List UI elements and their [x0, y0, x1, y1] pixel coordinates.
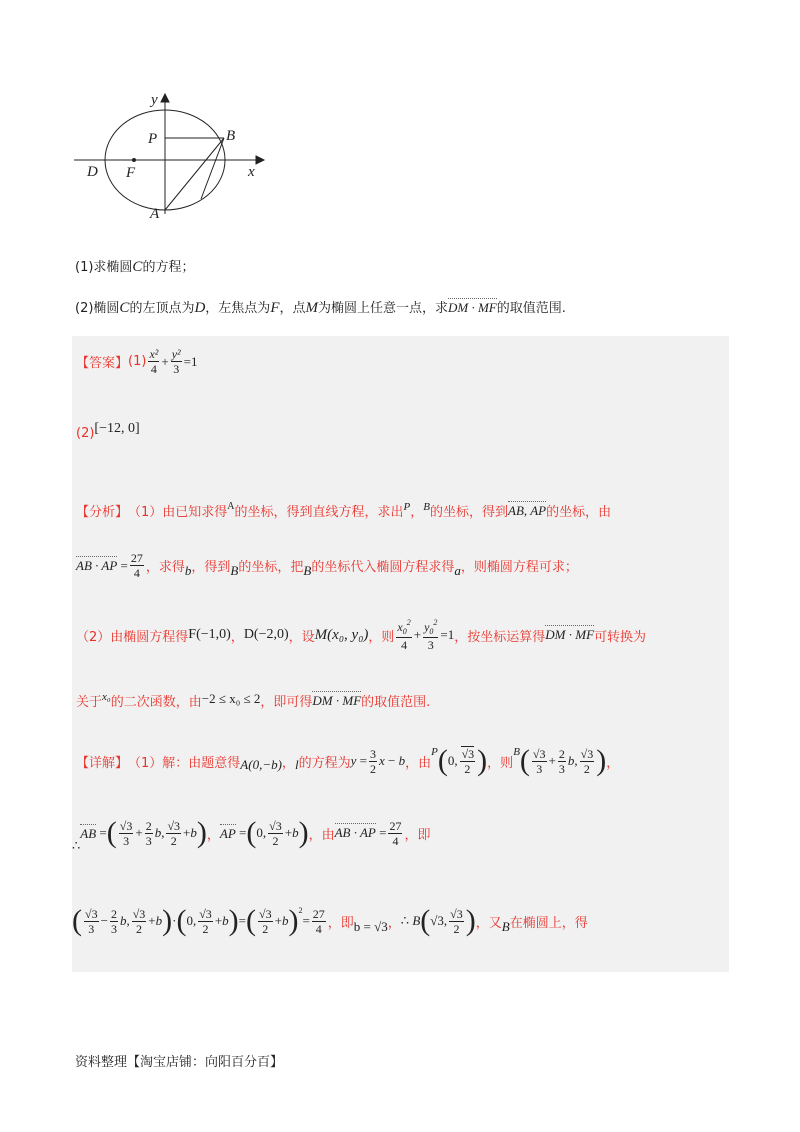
answer-line-2: [76, 416, 140, 441]
analysis-l3-t6: ，则: [368, 629, 395, 645]
detail-l1-t10: ，: [606, 755, 620, 771]
y-axis-arrow: [161, 94, 169, 102]
q2-text1: 的左顶点为: [129, 301, 195, 316]
analysis-l1-t0: （1）由已知求得: [128, 505, 228, 520]
detail-l3-t3: ，: [387, 915, 401, 931]
analysis-l2-t7: 的坐标代入椭圆方程求得: [311, 560, 455, 575]
analysis-l1-t4: ，: [410, 505, 424, 520]
q2-text5: 的取值范围.: [496, 301, 566, 316]
analysis-l3-ellipse-eq: $\frac{x_0^2}{4}$ + $\frac{y_0^2}{3}$ =1: [397, 618, 455, 652]
analysis-l1-B: B: [423, 501, 431, 513]
analysis-l1-t6: 的坐标，得到: [430, 505, 509, 520]
analysis-l3-t2: ，: [230, 629, 244, 645]
analysis-l2-dot-eq: AB · AP = $\frac{27}{4}$: [76, 551, 143, 580]
analysis-line-4: [76, 691, 430, 710]
q2-var-c: C: [119, 300, 130, 316]
analysis-l1-A: A: [227, 501, 235, 512]
focus-point: [132, 158, 136, 162]
detail-l3-equation: ( $\frac{√3}{3}$ − $\frac{2}{3}$ b , $\frac{√3}{2}$ + b ) · ( 0, $\frac{√3}{2}$ + b ) = ( $\frac{√3}{2}$ + b ) 2 = $\frac{27}{4}$: [72, 904, 325, 937]
analysis-l4-vecs: DM · MF: [312, 692, 362, 708]
detail-l3-B: ∴ B ( √3, $\frac{√3}{2}$ ): [400, 904, 476, 937]
analysis-tag: 【分析】: [76, 505, 129, 520]
label-y: y: [151, 92, 158, 108]
analysis-l3-M: M(x₀, y₀): [314, 626, 369, 643]
answer-part1-label: (1): [128, 354, 147, 369]
analysis-l1-t2: 的坐标，得到直线方程，求出: [234, 505, 404, 520]
analysis-l2-t1: ，求得: [145, 560, 185, 575]
ellipse-figure: [70, 88, 270, 218]
q1-var: C: [132, 259, 143, 275]
analysis-l3-D: D(−2,0): [243, 627, 289, 642]
label-F: F: [126, 165, 136, 181]
analysis-l3-vecs: DM · MF: [545, 627, 595, 642]
analysis-l4-t0: 关于: [76, 695, 103, 710]
analysis-l4-t4: ，即可得: [260, 695, 313, 710]
detail-l1-l: l: [294, 757, 299, 772]
detail-line-2: [72, 812, 430, 854]
detail-tag: 【详解】: [76, 755, 129, 771]
analysis-l2-t3: ，得到: [191, 560, 231, 575]
q1-prefix: (1)求椭圆: [75, 260, 133, 275]
analysis-l2-t9: ，则椭圆方程可求；: [460, 560, 578, 575]
q2-var-f: F: [270, 300, 280, 316]
analysis-l2-b: b: [184, 562, 192, 578]
detail-l1-B: B ( $\frac{√3}{3}$ + $\frac{2}{3}$ b , $\frac{√3}{2}$ ): [513, 744, 607, 777]
segment-AB: [165, 138, 224, 210]
analysis-l4-t6: 的取值范围.: [361, 695, 431, 710]
detail-l3-t7: 在椭圆上，得: [509, 915, 588, 931]
detail-l1-t2: ，: [281, 755, 295, 771]
analysis-l3-t10: 可转换为: [594, 629, 647, 645]
segment-FB: [201, 138, 224, 199]
detail-l3-b-value: b = √3: [353, 919, 388, 934]
detail-l1-t4: 的方程为: [298, 755, 351, 771]
question-1: [75, 256, 194, 276]
answer-line-1: [76, 348, 198, 375]
analysis-l1-t8: 的坐标，由: [546, 505, 612, 520]
analysis-l2-B2: B: [303, 562, 312, 578]
label-x: x: [248, 164, 255, 180]
detail-line-3: [72, 906, 588, 936]
detail-l2-dot-eq: AB · AP = $\frac{27}{4}$: [334, 818, 402, 848]
analysis-l3-t0: （2）由椭圆方程得: [76, 629, 189, 645]
q2-var-m: M: [305, 300, 318, 316]
detail-l2-therefore: ∴: [72, 838, 81, 853]
analysis-l1-vecs: AB, AP: [508, 502, 547, 518]
analysis-l2-t5: 的坐标，把: [238, 560, 304, 575]
detail-l1-t8: ，则: [487, 755, 514, 771]
label-B: B: [226, 128, 236, 144]
analysis-l4-t2: 的二次函数，由: [110, 695, 202, 710]
x-axis-arrow: [256, 156, 264, 164]
detail-line-1: [76, 746, 619, 776]
analysis-l3-t4: ，设: [288, 629, 315, 645]
detail-l1-t0: （1）解：由题意得: [128, 755, 241, 771]
q2-vector-product: DM · MF: [448, 300, 497, 315]
q2-prefix: (2)椭圆: [75, 301, 120, 316]
detail-l1-t6: ，由: [405, 755, 432, 771]
q1-suffix: 的方程；: [142, 260, 195, 275]
analysis-l4-range: −2 ≤ x₀ ≤ 2: [201, 691, 261, 706]
q2-text3: ，点: [279, 301, 306, 316]
detail-l3-t5: ，又: [475, 915, 502, 931]
analysis-l2-B1: B: [230, 562, 239, 578]
answer-part2-label: (2): [76, 426, 95, 441]
detail-l1-A: A(0,−b): [240, 757, 282, 772]
detail-l2-t4: ，由: [308, 827, 335, 843]
q2-var-d: D: [194, 300, 206, 316]
analysis-line-2: [76, 552, 578, 579]
analysis-l1-P: P: [403, 501, 411, 513]
detail-l2-t6: ，即: [404, 827, 431, 843]
question-2: [75, 297, 566, 317]
analysis-l4-x0: x₀: [102, 691, 111, 703]
analysis-line-1: [76, 501, 611, 520]
footer-note: 资料整理【淘宝店铺：向阳百分百】: [75, 1055, 284, 1070]
analysis-l2-a: a: [454, 562, 461, 578]
analysis-l3-t8: ，按坐标运算得: [454, 629, 546, 645]
analysis-line-3: [76, 619, 646, 651]
answer-panel: [72, 336, 729, 972]
q2-text4: 为椭圆上任意一点，求: [318, 301, 449, 316]
detail-l1-line-eq: y = $\frac{3}{2}$ x − b: [350, 746, 406, 776]
detail-l2-AP: AP = ( 0, $\frac{√3}{2}$ + b ): [219, 816, 309, 849]
detail-l3-B2: B: [501, 919, 510, 934]
detail-l2-AB: AB = ( $\frac{√3}{3}$ + $\frac{2}{3}$ b , $\frac{√3}{2}$ + b ): [80, 816, 207, 849]
label-P: P: [148, 131, 158, 147]
answer-part2-value: [−12, 0]: [94, 420, 140, 436]
answer-tag: 【答案】: [76, 356, 129, 371]
q2-text2: ，左焦点为: [205, 301, 271, 316]
detail-l1-P: P ( 0, $\frac{√3}{2}$ ): [431, 744, 488, 777]
detail-l2-t2: ，: [206, 827, 220, 843]
detail-l3-t1: ，即: [327, 915, 354, 931]
label-D: D: [87, 164, 98, 180]
analysis-l3-F: F(−1,0): [188, 627, 231, 642]
answer-part1-formula: $\frac{\text{x²}}{4}$ + $\frac{\text{y²}}{3}$ =1: [149, 347, 198, 376]
label-A: A: [150, 206, 160, 218]
